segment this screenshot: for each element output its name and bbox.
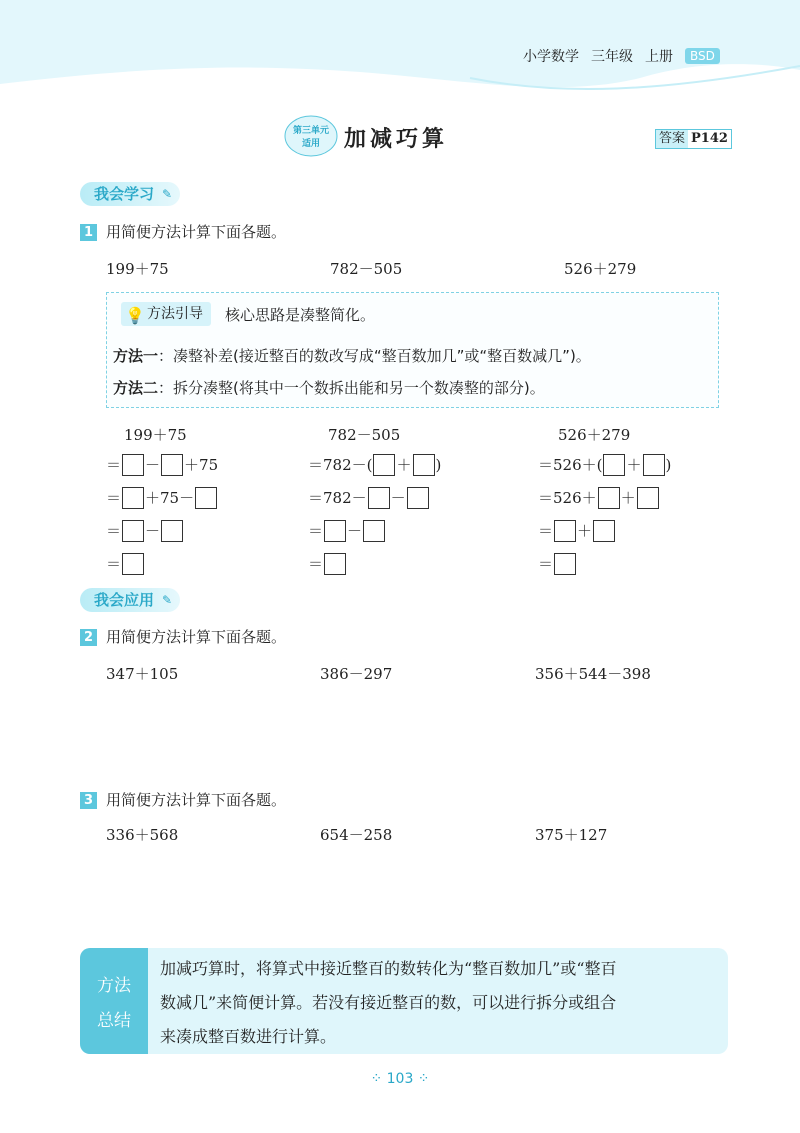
right-paren: ) [665, 455, 672, 474]
answer-box[interactable] [637, 487, 659, 509]
answer-box[interactable] [195, 487, 217, 509]
unit-seal [284, 114, 338, 158]
minus-sign: － [347, 522, 363, 540]
right-paren: ) [435, 455, 442, 474]
q3-expr-3: 375＋127 [535, 826, 608, 844]
equals-sign: ＝ [538, 555, 554, 573]
answer-box[interactable] [122, 487, 144, 509]
answer-box[interactable] [122, 553, 144, 575]
plus-sign: ＋ [620, 489, 636, 507]
q3-expr-1: 336＋568 [106, 826, 179, 844]
method-guide-tag [121, 302, 211, 326]
equals-sign: ＝ [538, 522, 554, 540]
equals-sign: ＝ [106, 522, 122, 540]
calc3-prefix: ＝526＋ [538, 489, 597, 507]
method-guide-tag-label: 方法引导 [147, 306, 203, 322]
unit-seal-line1: 第三单元 [292, 126, 330, 136]
question-3-number: 3 [80, 792, 97, 809]
answer-box[interactable] [407, 487, 429, 509]
calc2-row-4 [308, 547, 441, 580]
method-summary-text [160, 952, 720, 1054]
calc1-row-4 [106, 547, 218, 580]
calc2-prefix-paren: ＝782－( [308, 456, 373, 474]
minus-sign: － [390, 489, 406, 507]
equals-sign: ＝ [106, 489, 122, 507]
answer-box[interactable] [363, 520, 385, 542]
method-two-line [113, 377, 545, 398]
calc3-prefix-paren: ＝526＋( [538, 456, 603, 474]
question-3-text: 用简便方法计算下面各题。 [106, 791, 287, 809]
page-number-deco-right: ⁘ [413, 1071, 430, 1087]
calc3-row-3 [538, 514, 671, 547]
answer-box[interactable] [598, 487, 620, 509]
edition-badge: BSD [685, 48, 720, 64]
lightbulb-icon: 💡 [125, 306, 145, 325]
page-number-deco-left: ⁘ [370, 1071, 387, 1087]
calc3-head: 526＋279 [558, 425, 631, 444]
method-guide-text: 核心思路是凑整简化。 [225, 306, 376, 324]
answer-box[interactable] [161, 520, 183, 542]
answer-box[interactable] [373, 454, 395, 476]
answer-label: 答案 [656, 130, 688, 148]
calc1-plus-75-minus: ＋75－ [145, 489, 195, 507]
answer-box[interactable] [324, 520, 346, 542]
q1-expr-1: 199＋75 [106, 260, 169, 278]
question-1-number: 1 [80, 224, 97, 241]
method-summary-label [80, 948, 148, 1054]
method-one-text: ：凑整补差(接近整百的数改写成“整百数加几”或“整百数减几”)。 [158, 347, 591, 365]
equals-sign: ＝ [106, 555, 122, 573]
question-1-text: 用简便方法计算下面各题。 [106, 223, 287, 241]
summary-label-line1: 方法 [97, 976, 131, 996]
calc2-head: 782－505 [328, 425, 401, 444]
answer-box[interactable] [122, 520, 144, 542]
section-learn-label: 我会学习 [94, 185, 155, 203]
header-subject: 小学数学 [523, 49, 579, 65]
answer-box[interactable] [413, 454, 435, 476]
method-guide-box [106, 292, 719, 408]
section-learn [80, 182, 180, 206]
answer-reference[interactable] [655, 129, 732, 149]
answer-box[interactable] [368, 487, 390, 509]
method-two-text: ：拆分凑整(将其中一个数拆出能和另一个数凑整的部分)。 [158, 379, 545, 397]
answer-box[interactable] [554, 520, 576, 542]
page-title: 加减巧算 [344, 127, 449, 152]
q2-expr-3: 356＋544－398 [535, 665, 651, 683]
calc1-row-1 [106, 448, 218, 481]
page-number [0, 1071, 800, 1087]
calc-column-1 [106, 420, 218, 580]
summary-label-line2: 总结 [97, 1011, 131, 1031]
calc1-plus-75: ＋75 [184, 456, 219, 474]
method-two-label: 方法二 [113, 379, 159, 397]
method-one-label: 方法一 [113, 347, 159, 365]
summary-line-1: 加减巧算时，将算式中接近整百的数转化为“整百数加几”或“整百 [160, 959, 617, 978]
answer-box[interactable] [603, 454, 625, 476]
summary-line-3: 来凑成整百数进行计算。 [160, 1027, 337, 1046]
calc1-head: 199＋75 [124, 425, 187, 444]
calc3-row-2 [538, 481, 671, 514]
question-2-number: 2 [80, 629, 97, 646]
method-summary-box [80, 948, 728, 1054]
equals-sign: ＝ [308, 522, 324, 540]
plus-sign: ＋ [396, 456, 412, 474]
answer-box[interactable] [161, 454, 183, 476]
calc1-row-3 [106, 514, 218, 547]
calc2-row-1 [308, 448, 441, 481]
answer-box[interactable] [554, 553, 576, 575]
summary-line-2: 数减几”来简便计算。若没有接近整百的数，可以进行拆分或组合 [160, 993, 617, 1012]
calc2-row-2 [308, 481, 441, 514]
header-volume: 上册 [645, 49, 673, 65]
equals-sign: ＝ [106, 456, 122, 474]
calc-column-2 [308, 420, 441, 580]
header-book-info [523, 46, 720, 66]
pencil-icon: ✎ [161, 593, 173, 607]
q1-expr-3: 526＋279 [564, 260, 637, 278]
question-2-text: 用简便方法计算下面各题。 [106, 628, 287, 646]
section-apply-label: 我会应用 [94, 591, 155, 609]
answer-box[interactable] [643, 454, 665, 476]
pencil-icon: ✎ [161, 187, 173, 201]
equals-sign: ＝ [308, 555, 324, 573]
answer-box[interactable] [593, 520, 615, 542]
plus-sign: ＋ [626, 456, 642, 474]
calc3-row-4 [538, 547, 671, 580]
header-grade: 三年级 [591, 49, 633, 65]
section-apply [80, 588, 180, 612]
method-one-line [113, 345, 591, 366]
minus-sign: － [145, 456, 161, 474]
calc-column-3 [538, 420, 671, 580]
calc2-row-3 [308, 514, 441, 547]
plus-sign: ＋ [577, 522, 593, 540]
page-number-value: 103 [386, 1071, 414, 1087]
q3-expr-2: 654－258 [320, 826, 393, 844]
minus-sign: － [145, 522, 161, 540]
answer-box[interactable] [324, 553, 346, 575]
q1-expr-2: 782－505 [330, 260, 403, 278]
calc1-row-2 [106, 481, 218, 514]
q2-expr-2: 386－297 [320, 665, 393, 683]
q2-expr-1: 347＋105 [106, 665, 179, 683]
calc3-row-1 [538, 448, 671, 481]
answer-box[interactable] [122, 454, 144, 476]
answer-page: P142 [691, 131, 728, 146]
unit-seal-line2: 适用 [301, 139, 321, 149]
calc2-prefix: ＝782－ [308, 489, 367, 507]
